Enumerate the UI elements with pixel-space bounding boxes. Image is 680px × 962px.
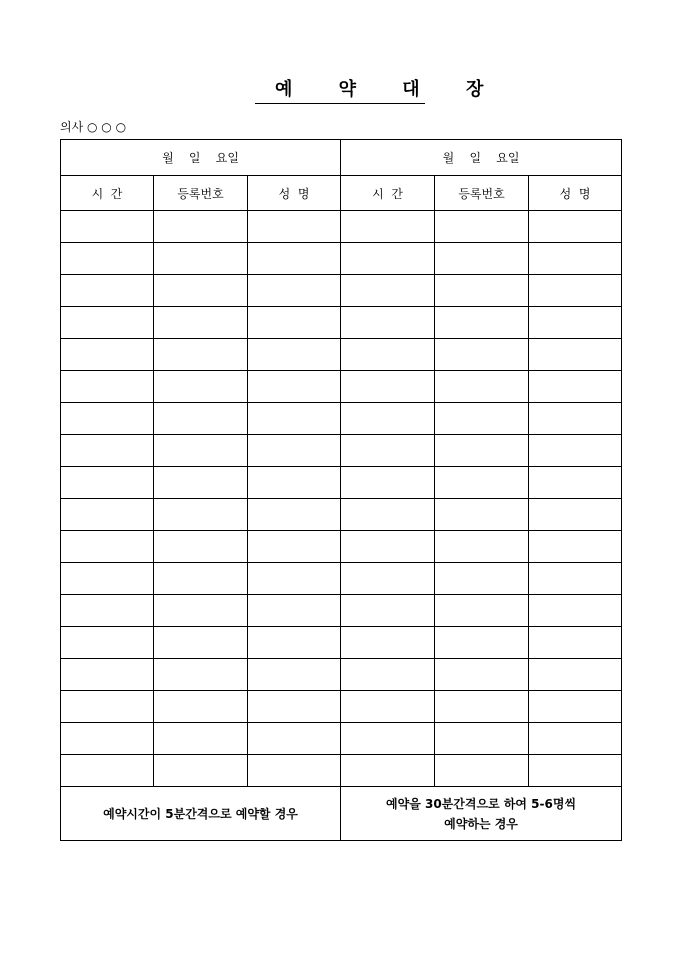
right-time-cell[interactable] (341, 499, 435, 531)
left-name-cell[interactable] (248, 531, 341, 563)
right-time-header: 시 간 (341, 176, 435, 211)
left-name-cell[interactable] (248, 467, 341, 499)
right-name-cell[interactable] (529, 531, 622, 563)
table-row (61, 467, 622, 499)
table-row (61, 723, 622, 755)
right-regno-header: 등록번호 (435, 176, 529, 211)
right-footer-note (341, 787, 622, 841)
right-regno-cell[interactable] (435, 467, 529, 499)
left-name-cell[interactable] (248, 307, 341, 339)
right-regno-cell[interactable] (435, 435, 529, 467)
table-row (61, 211, 622, 243)
left-name-cell[interactable] (248, 243, 341, 275)
table-row (61, 339, 622, 371)
right-name-cell[interactable] (529, 307, 622, 339)
left-name-cell[interactable] (248, 211, 341, 243)
left-time-cell[interactable] (61, 243, 154, 275)
left-time-cell[interactable] (61, 691, 154, 723)
left-time-cell[interactable] (61, 499, 154, 531)
left-regno-cell[interactable] (154, 531, 248, 563)
left-name-cell[interactable] (248, 403, 341, 435)
left-regno-cell[interactable] (154, 307, 248, 339)
right-name-cell[interactable] (529, 371, 622, 403)
left-time-cell[interactable] (61, 435, 154, 467)
left-regno-cell[interactable] (154, 275, 248, 307)
left-regno-cell[interactable] (154, 627, 248, 659)
right-time-cell[interactable] (341, 531, 435, 563)
right-name-header: 성 명 (529, 176, 622, 211)
right-time-cell[interactable] (341, 435, 435, 467)
right-regno-cell[interactable] (435, 755, 529, 787)
left-time-cell[interactable] (61, 307, 154, 339)
right-time-cell[interactable] (341, 243, 435, 275)
right-regno-cell[interactable] (435, 595, 529, 627)
table-row (61, 627, 622, 659)
left-name-cell[interactable] (248, 755, 341, 787)
right-time-cell[interactable] (341, 691, 435, 723)
right-regno-cell[interactable] (435, 499, 529, 531)
right-name-cell[interactable] (529, 755, 622, 787)
right-time-cell[interactable] (341, 339, 435, 371)
table-row (61, 499, 622, 531)
left-time-cell[interactable] (61, 211, 154, 243)
left-name-cell[interactable] (248, 627, 341, 659)
right-name-cell[interactable] (529, 563, 622, 595)
right-time-cell[interactable] (341, 467, 435, 499)
table-row (61, 243, 622, 275)
right-name-cell[interactable] (529, 659, 622, 691)
right-regno-cell[interactable] (435, 659, 529, 691)
right-time-cell[interactable] (341, 755, 435, 787)
left-time-cell[interactable] (61, 275, 154, 307)
right-time-cell[interactable] (341, 627, 435, 659)
left-regno-cell[interactable] (154, 563, 248, 595)
right-name-cell[interactable] (529, 243, 622, 275)
left-time-header: 시 간 (61, 176, 154, 211)
right-time-cell[interactable] (341, 723, 435, 755)
right-time-cell[interactable] (341, 659, 435, 691)
left-regno-cell[interactable] (154, 659, 248, 691)
left-name-cell[interactable] (248, 435, 341, 467)
right-name-cell[interactable] (529, 435, 622, 467)
right-regno-cell[interactable] (435, 723, 529, 755)
left-time-cell[interactable] (61, 531, 154, 563)
date-header-row (61, 140, 622, 176)
left-time-cell[interactable] (61, 563, 154, 595)
left-name-header: 성 명 (248, 176, 341, 211)
left-time-cell[interactable] (61, 595, 154, 627)
left-name-cell[interactable] (248, 339, 341, 371)
left-time-cell[interactable] (61, 659, 154, 691)
left-regno-cell[interactable] (154, 371, 248, 403)
right-regno-cell[interactable] (435, 307, 529, 339)
table-row (61, 531, 622, 563)
right-time-cell[interactable] (341, 403, 435, 435)
left-footer-note: 예약시간이 5분간격으로 예약할 경우 (61, 787, 341, 841)
left-time-cell[interactable] (61, 467, 154, 499)
right-date-header: 월 일 요일 (341, 140, 622, 176)
right-regno-cell[interactable] (435, 339, 529, 371)
column-header-row (61, 176, 622, 211)
left-name-cell[interactable] (248, 595, 341, 627)
right-regno-cell[interactable] (435, 211, 529, 243)
table-row (61, 595, 622, 627)
left-regno-cell[interactable] (154, 723, 248, 755)
right-footer-line2: 예약하는 경우 (444, 816, 518, 831)
left-time-cell[interactable] (61, 339, 154, 371)
left-name-cell[interactable] (248, 563, 341, 595)
right-name-cell[interactable] (529, 275, 622, 307)
right-time-cell[interactable] (341, 275, 435, 307)
right-name-cell[interactable] (529, 627, 622, 659)
right-name-cell[interactable] (529, 723, 622, 755)
right-regno-cell[interactable] (435, 243, 529, 275)
left-time-cell[interactable] (61, 371, 154, 403)
table-row (61, 371, 622, 403)
left-time-cell[interactable] (61, 723, 154, 755)
left-name-cell[interactable] (248, 371, 341, 403)
right-regno-cell[interactable] (435, 691, 529, 723)
right-name-cell[interactable] (529, 691, 622, 723)
left-regno-cell[interactable] (154, 435, 248, 467)
table-row (61, 435, 622, 467)
table-row (61, 755, 622, 787)
left-time-cell[interactable] (61, 627, 154, 659)
right-name-cell[interactable] (529, 339, 622, 371)
table-row (61, 659, 622, 691)
right-time-cell[interactable] (341, 211, 435, 243)
footer-row (61, 787, 622, 841)
left-name-cell[interactable] (248, 659, 341, 691)
left-time-cell[interactable] (61, 403, 154, 435)
table-row (61, 691, 622, 723)
left-name-cell[interactable] (248, 691, 341, 723)
right-name-cell[interactable] (529, 403, 622, 435)
table-row (61, 563, 622, 595)
left-regno-cell[interactable] (154, 339, 248, 371)
right-name-cell[interactable] (529, 467, 622, 499)
left-regno-cell[interactable] (154, 499, 248, 531)
right-footer-line1: 예약을 30분간격으로 하여 5-6명씩 (386, 796, 577, 811)
left-name-cell[interactable] (248, 723, 341, 755)
page-title: 예 약 대 장 (255, 77, 425, 104)
right-regno-cell[interactable] (435, 531, 529, 563)
left-regno-cell[interactable] (154, 243, 248, 275)
left-regno-cell[interactable] (154, 467, 248, 499)
right-name-cell[interactable] (529, 211, 622, 243)
table-row (61, 275, 622, 307)
reservation-table (60, 139, 622, 841)
right-name-cell[interactable] (529, 499, 622, 531)
left-name-cell[interactable] (248, 275, 341, 307)
left-regno-cell[interactable] (154, 755, 248, 787)
left-time-cell[interactable] (61, 755, 154, 787)
right-regno-cell[interactable] (435, 371, 529, 403)
right-name-cell[interactable] (529, 595, 622, 627)
left-regno-cell[interactable] (154, 211, 248, 243)
right-regno-cell[interactable] (435, 627, 529, 659)
left-regno-cell[interactable] (154, 691, 248, 723)
left-date-header: 월 일 요일 (61, 140, 341, 176)
right-time-cell[interactable] (341, 595, 435, 627)
left-name-cell[interactable] (248, 499, 341, 531)
right-regno-cell[interactable] (435, 275, 529, 307)
right-time-cell[interactable] (341, 563, 435, 595)
right-time-cell[interactable] (341, 371, 435, 403)
right-regno-cell[interactable] (435, 563, 529, 595)
right-time-cell[interactable] (341, 307, 435, 339)
right-regno-cell[interactable] (435, 403, 529, 435)
doctor-label: 의사 ○ ○ ○ (60, 120, 127, 134)
left-regno-header: 등록번호 (154, 176, 248, 211)
table-row (61, 403, 622, 435)
left-regno-cell[interactable] (154, 403, 248, 435)
left-regno-cell[interactable] (154, 595, 248, 627)
table-row (61, 307, 622, 339)
